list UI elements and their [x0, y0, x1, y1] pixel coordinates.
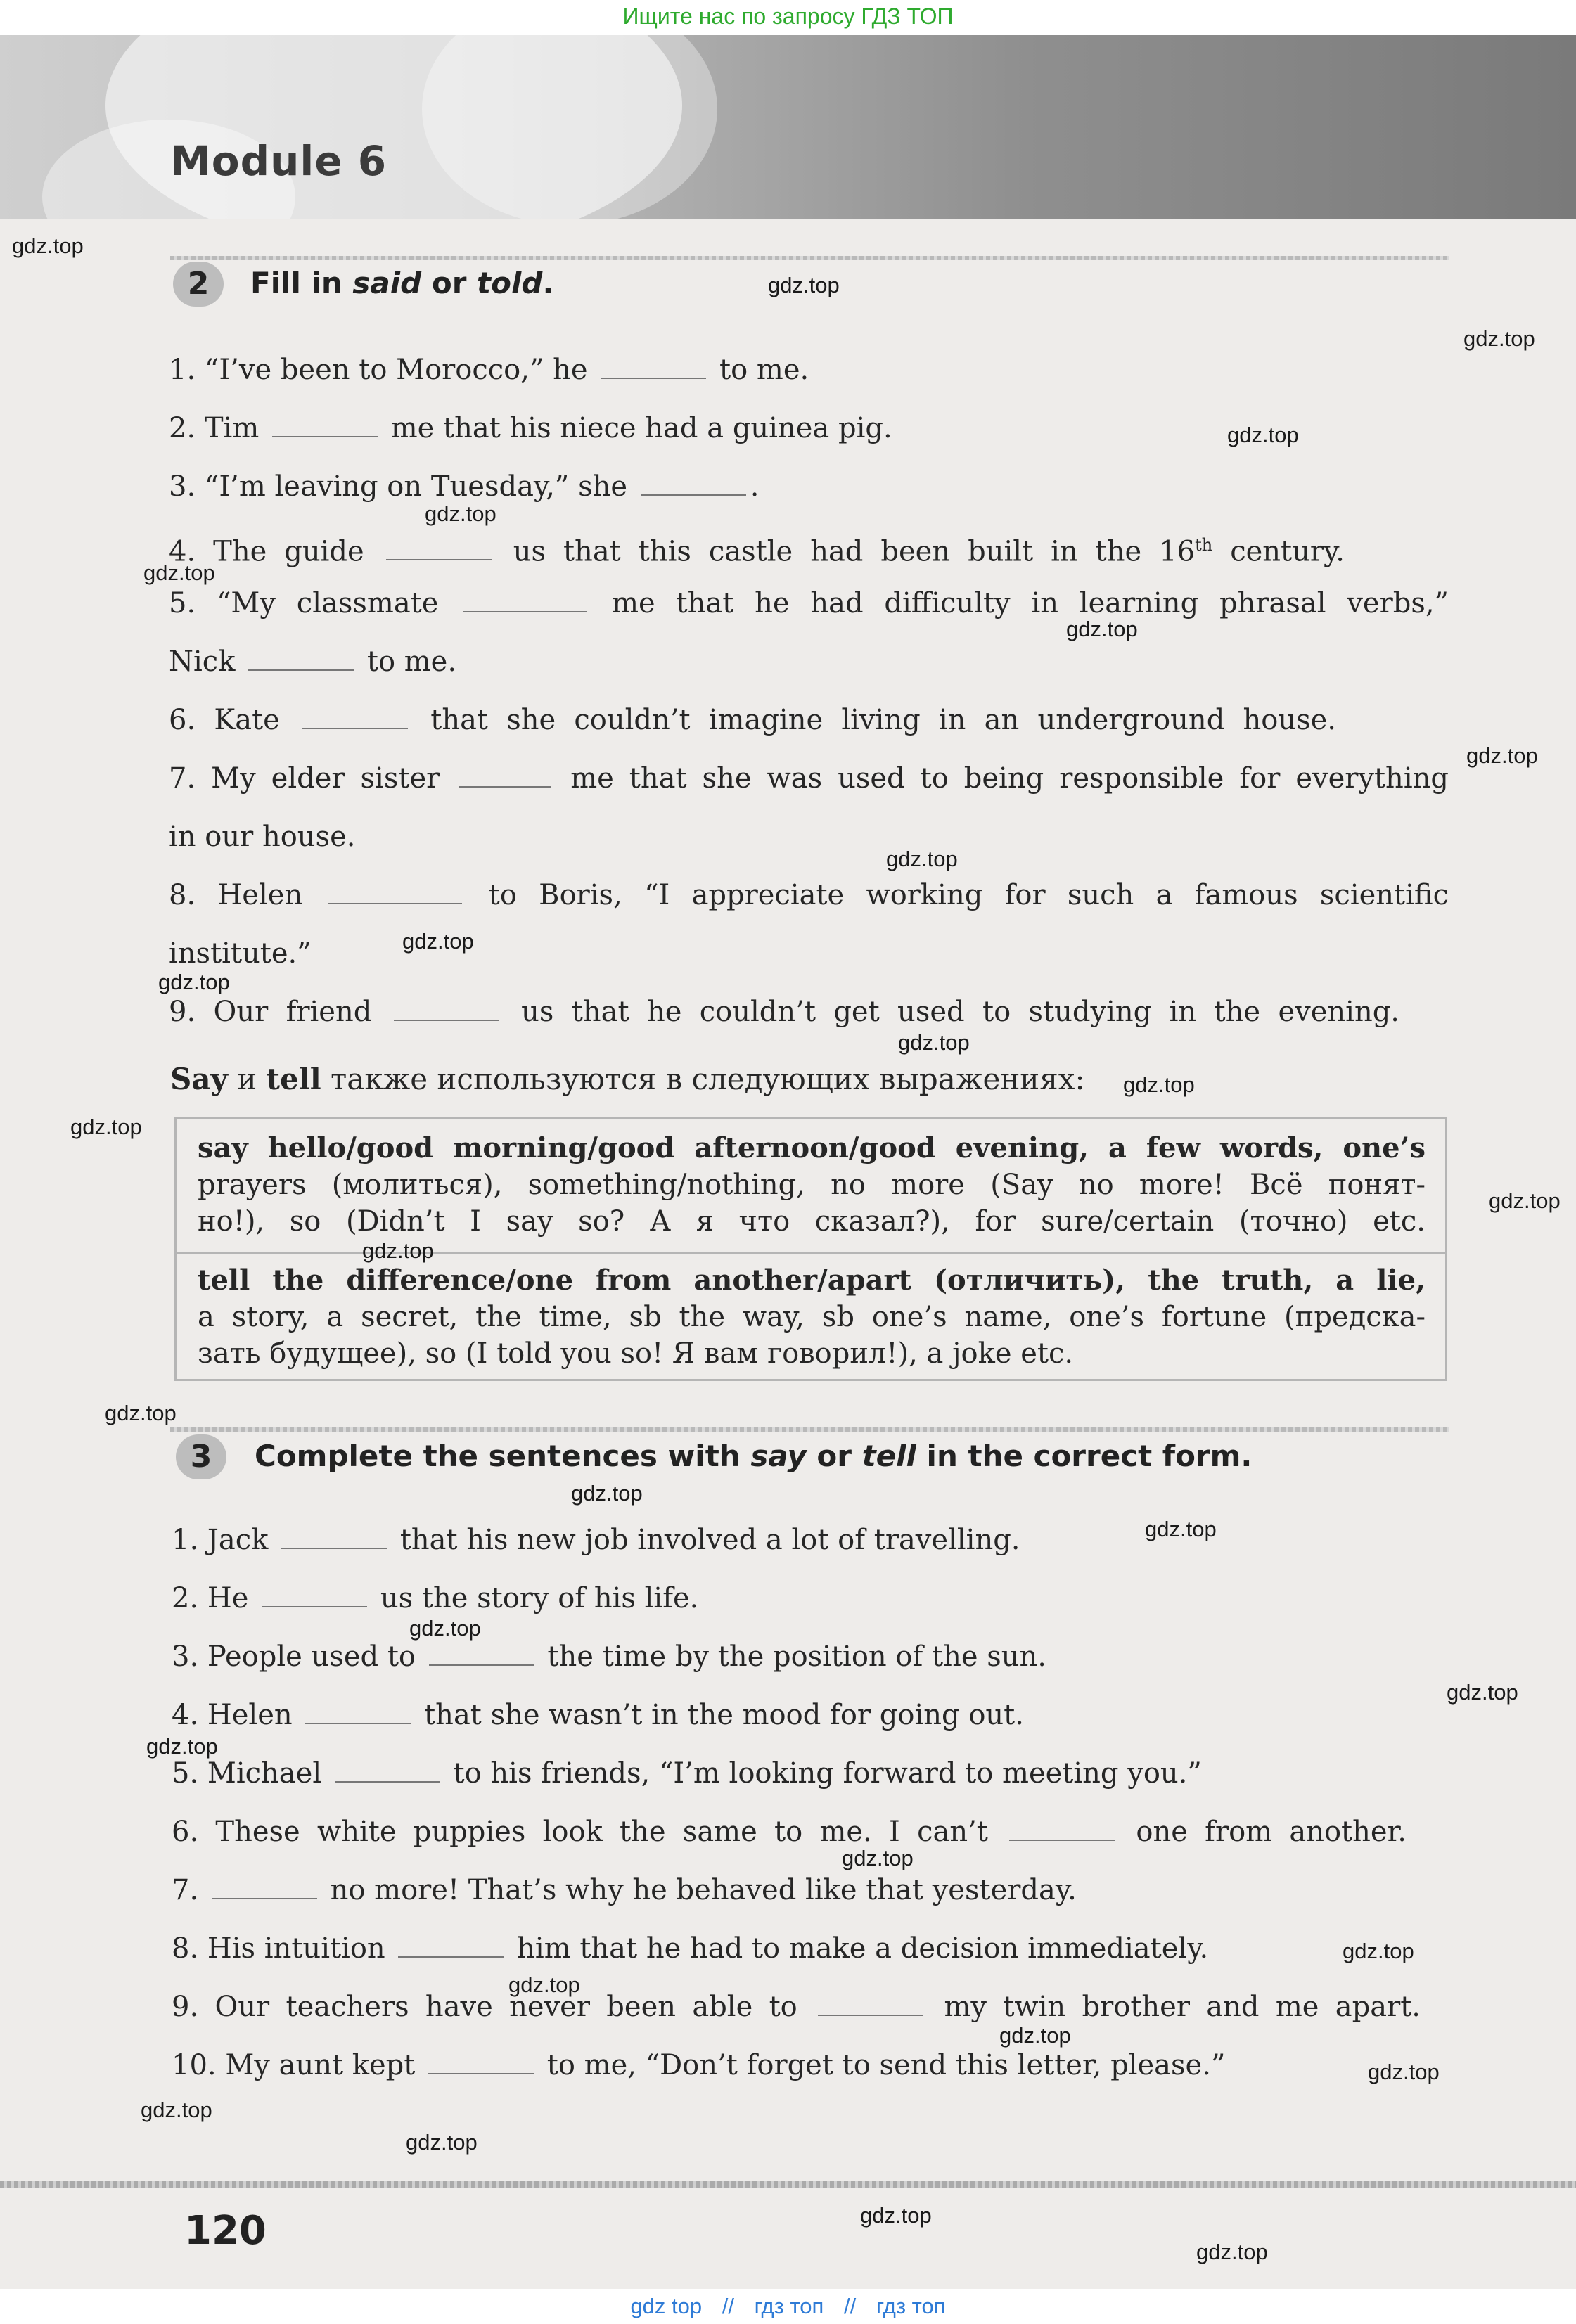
- tell-expressions-line-2: a story, a secret, the time, sb the way, sb one’s name, one’s fortune (предска-: [198, 1301, 1426, 1333]
- watermark-link[interactable]: gdz.top: [860, 2203, 932, 2228]
- say-expressions-line-2: prayers (молиться), something/nothing, no more (Say no more! Всё понят-: [198, 1169, 1426, 1201]
- answer-blank[interactable]: [386, 538, 492, 560]
- watermark-link[interactable]: gdz.top: [143, 560, 215, 585]
- watermark-link[interactable]: gdz.top: [12, 233, 84, 258]
- answer-blank[interactable]: [1009, 1818, 1115, 1841]
- answer-blank[interactable]: [248, 648, 354, 671]
- watermark-link[interactable]: gdz.top: [1227, 423, 1299, 447]
- footer-link[interactable]: gdz top: [630, 2294, 703, 2318]
- tell-expressions-line-3: зать будущее), so (I told you so! Я вам говорил!), a joke etc.: [198, 1337, 1074, 1370]
- exercise-2-item-5: 5. “My classmate me that he had difficulty in learning phrasal verbs,”: [169, 587, 1449, 619]
- answer-blank[interactable]: [394, 999, 499, 1021]
- watermark-link[interactable]: gdz.top: [146, 1734, 218, 1759]
- footer-divider: [0, 2181, 1576, 2188]
- watermark-link[interactable]: gdz.top: [425, 501, 496, 526]
- footer-separator: //: [722, 2294, 734, 2318]
- exercise-3-item-2: 2. He us the story of his life.: [172, 1582, 699, 1614]
- footer-link[interactable]: гдз топ: [754, 2294, 824, 2318]
- watermark-link[interactable]: gdz.top: [1066, 617, 1138, 641]
- exercise-2-title: Fill in said or told.: [250, 266, 554, 300]
- watermark-link[interactable]: gdz.top: [105, 1401, 177, 1425]
- exercise-3-item-3: 3. People used to the time by the position of the sun.: [172, 1641, 1046, 1673]
- exercise-3-item-8: 8. His intuition him that he had to make a decision immediately.: [172, 1932, 1209, 1965]
- exercise-2-item-7-cont: in our house.: [169, 821, 356, 853]
- watermark-link[interactable]: gdz.top: [1123, 1072, 1195, 1097]
- answer-blank[interactable]: [305, 1702, 411, 1724]
- watermark-link[interactable]: gdz.top: [141, 2098, 212, 2122]
- watermark-link[interactable]: gdz.top: [402, 929, 474, 954]
- exercise-3-title: Complete the sentences with say or tell in the correct form.: [255, 1439, 1253, 1473]
- watermark-link[interactable]: gdz.top: [571, 1481, 643, 1506]
- section-divider: [170, 256, 1449, 260]
- module-header-band: [0, 35, 1576, 219]
- exercise-3-item-4: 4. Helen that she wasn’t in the mood for going out.: [172, 1699, 1024, 1731]
- exercise-2-item-5-cont: Nick to me.: [169, 646, 457, 678]
- watermark-link[interactable]: gdz.top: [362, 1238, 434, 1263]
- watermark-link[interactable]: gdz.top: [406, 2130, 478, 2155]
- watermark-link[interactable]: gdz.top: [898, 1030, 970, 1055]
- exercise-3-item-1: 1. Jack that his new job involved a lot of travelling.: [172, 1524, 1020, 1556]
- watermark-link[interactable]: gdz.top: [1196, 2240, 1268, 2264]
- module-title: Module 6: [170, 137, 387, 185]
- watermark-link[interactable]: gdz.top: [1343, 1939, 1414, 1963]
- footer-link[interactable]: гдз топ: [876, 2294, 946, 2318]
- answer-blank[interactable]: [272, 415, 378, 437]
- watermark-link[interactable]: gdz.top: [1145, 1517, 1217, 1541]
- usage-note-intro: Say и tell также используются в следующих выражениях:: [170, 1062, 1085, 1096]
- watermark-link[interactable]: gdz.top: [1489, 1188, 1561, 1213]
- watermark-link[interactable]: gdz.top: [1368, 2060, 1440, 2084]
- exercise-number-3: 3: [176, 1434, 226, 1479]
- top-banner-link[interactable]: Ищите нас по запросу ГДЗ ТОП: [0, 0, 1576, 35]
- exercise-3-item-5: 5. Michael to his friends, “I’m looking forward to meeting you.”: [172, 1757, 1202, 1790]
- answer-blank[interactable]: [212, 1877, 317, 1899]
- exercise-3-item-6: 6. These white puppies look the same to me. I can’t one from another.: [172, 1816, 1407, 1848]
- answer-blank[interactable]: [302, 707, 408, 729]
- footer-links: [0, 2289, 1576, 2324]
- answer-blank[interactable]: [641, 473, 746, 496]
- watermark-link[interactable]: gdz.top: [999, 2023, 1071, 2048]
- answer-blank[interactable]: [281, 1527, 387, 1549]
- watermark-link[interactable]: gdz.top: [508, 1972, 580, 1997]
- section-divider: [170, 1427, 1449, 1432]
- answer-blank[interactable]: [601, 357, 706, 379]
- watermark-link[interactable]: gdz.top: [158, 970, 230, 994]
- exercise-3-item-10: 10. My aunt kept to me, “Don’t forget to send this letter, please.”: [172, 2049, 1226, 2081]
- watermark-link[interactable]: gdz.top: [70, 1115, 142, 1139]
- exercise-2-item-8-cont: institute.”: [169, 937, 312, 970]
- tell-expressions-line-1: tell the difference/one from another/apart (отличить), the truth, a lie,: [198, 1264, 1426, 1297]
- exercise-2-item-3: 3. “I’m leaving on Tuesday,” she .: [169, 470, 760, 503]
- exercise-3-item-9: 9. Our teachers have never been able to my twin brother and me apart.: [172, 1991, 1421, 2023]
- watermark-link[interactable]: gdz.top: [1447, 1680, 1518, 1705]
- watermark-link[interactable]: gdz.top: [409, 1616, 481, 1641]
- answer-blank[interactable]: [428, 2052, 534, 2074]
- exercise-2-item-4: 4. The guide us that this castle had been built in the 16th century.: [169, 535, 1345, 568]
- answer-blank[interactable]: [429, 1643, 534, 1666]
- exercise-2-item-2: 2. Tim me that his niece had a guinea pig.: [169, 412, 892, 444]
- answer-blank[interactable]: [463, 590, 587, 612]
- answer-blank[interactable]: [459, 765, 551, 788]
- exercise-2-item-9: 9. Our friend us that he couldn’t get used to studying in the evening.: [169, 996, 1400, 1028]
- answer-blank[interactable]: [328, 882, 462, 904]
- page-number: 120: [184, 2208, 267, 2254]
- exercise-3-item-7: 7. no more! That’s why he behaved like that yesterday.: [172, 1874, 1077, 1906]
- say-expressions-line-3: но!), so (Didn’t I say so? А я что сказал?), for sure/certain (точно) etc.: [198, 1205, 1426, 1238]
- watermark-link[interactable]: gdz.top: [886, 847, 958, 871]
- say-expressions-line-1: say hello/good morning/good afternoon/good evening, a few words, one’s: [198, 1131, 1426, 1164]
- answer-blank[interactable]: [262, 1585, 367, 1607]
- watermark-link[interactable]: gdz.top: [768, 273, 840, 297]
- exercise-2-item-7: 7. My elder sister me that she was used to being responsible for everything: [169, 762, 1449, 795]
- answer-blank[interactable]: [398, 1935, 504, 1958]
- answer-blank[interactable]: [818, 1994, 923, 2016]
- exercise-2-item-1: 1. “I’ve been to Morocco,” he to me.: [169, 354, 809, 386]
- answer-blank[interactable]: [335, 1760, 440, 1783]
- watermark-link[interactable]: gdz.top: [1463, 326, 1535, 351]
- exercise-number-2: 2: [173, 262, 224, 307]
- exercise-2-item-6: 6. Kate that she couldn’t imagine living in an underground house.: [169, 704, 1337, 736]
- watermark-link[interactable]: gdz.top: [842, 1846, 914, 1870]
- footer-separator: //: [843, 2294, 857, 2318]
- watermark-link[interactable]: gdz.top: [1466, 743, 1538, 768]
- exercise-2-item-8: 8. Helen to Boris, “I appreciate working for such a famous scientific: [169, 879, 1449, 911]
